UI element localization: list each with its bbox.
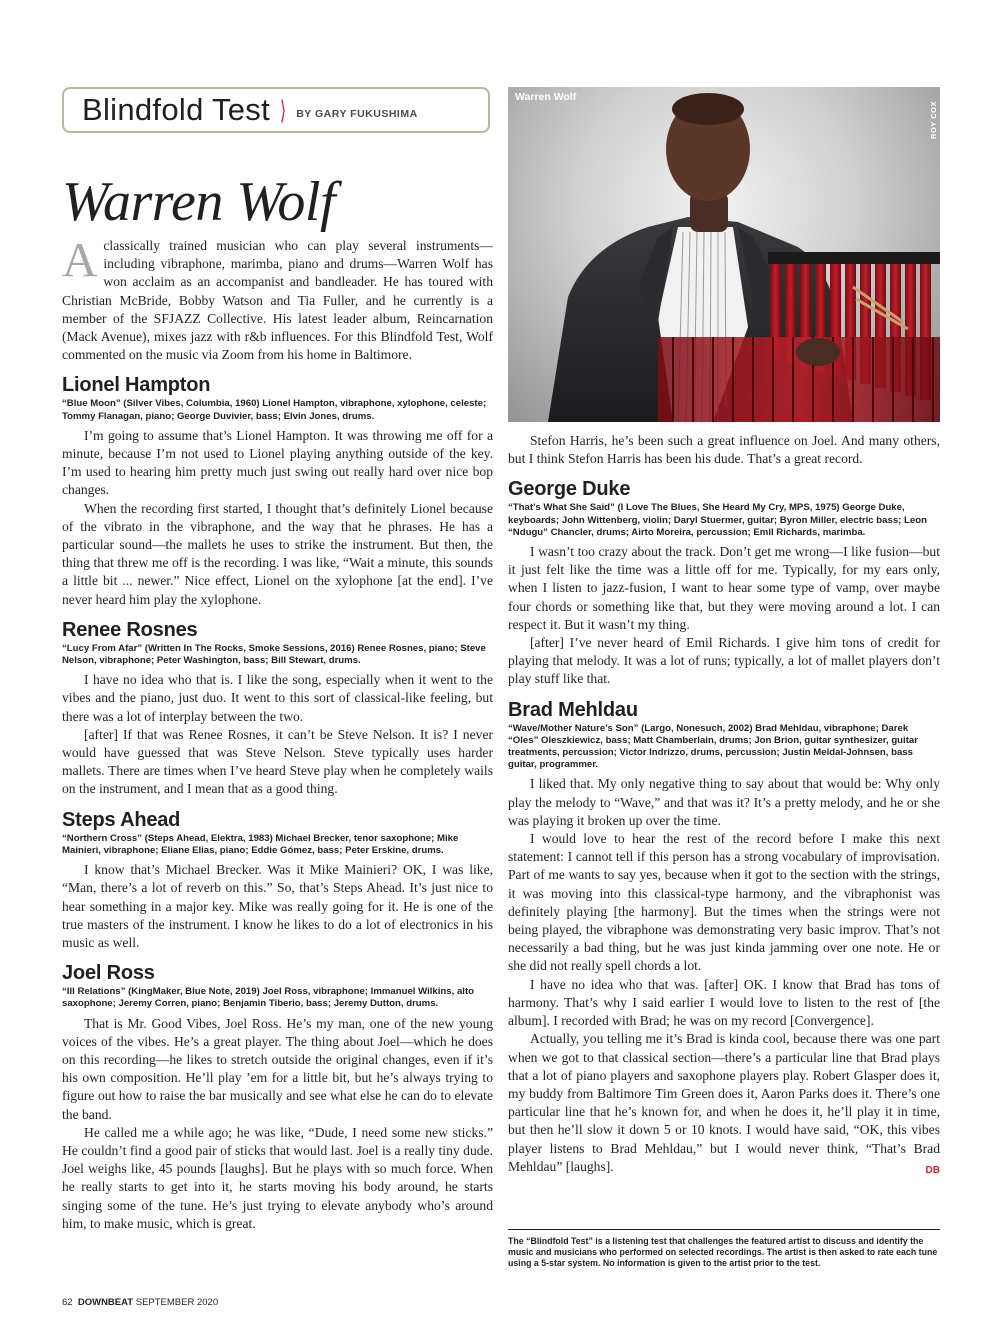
section-heading-rosnes: Renee Rosnes bbox=[62, 618, 198, 641]
end-mark: DB bbox=[925, 1164, 940, 1176]
paragraph: I know that’s Michael Brecker. Was it Mike Mainieri? OK, I was like, “Man, there’s a lot of reverb on this.” So, that’s Steps Ahead. It’s just nice to hear something in a major key. Mike was really going for it. He is one of the true masters of the instrument. I know he likes to do a lot of electronics in his music as well. bbox=[62, 862, 493, 950]
footnote: The “Blindfold Test” is a listening test that challenges the featured artist to discuss and identify the music and musicians who performed on selected recordings. The artist is then asked to rate each tune using a 5-star system. No information is given to the artist prior to the test. bbox=[508, 1229, 940, 1269]
paragraph: He called me a while ago; he was like, “Dude, I need some new sticks.” He couldn’t find a good pair of sticks that would last. Joel is a really tiny dude. Joel weighs like, 45 pounds [laughs]. But he plays with so much force. When he really starts to get into it, he starts moving his body around, he starts singing some of the tune. He’s just trying to elevate anybody who’s around him, to make music, which is great. bbox=[62, 1124, 493, 1231]
section-heading-hampton: Lionel Hampton bbox=[62, 374, 211, 397]
article-title: Warren Wolf bbox=[62, 171, 335, 233]
section-header bbox=[62, 87, 490, 133]
right-column bbox=[508, 432, 940, 1180]
track-credits-hampton: “Blue Moon” (Silver Vibes, Columbia, 1960) Lionel Hampton, vibraphone, xylophone, celeste; Tommy Flanagan, piano; George Duvivier, bass; Elvin Jones, drums. bbox=[62, 398, 487, 422]
section-heading-mehldau: Brad Mehldau bbox=[508, 698, 638, 721]
paragraph bbox=[508, 1030, 940, 1176]
photo-caption: Warren Wolf bbox=[515, 91, 577, 103]
page-number: 62 bbox=[62, 1297, 73, 1308]
photo-credit: ROY COX bbox=[929, 101, 938, 139]
paragraph: I have no idea who that was. [after] OK. I know that Brad has tons of harmony. That’s why I said earlier I would love to listen to the rest of [the album]. I recorded with Brad; he was on my record [Convergence]. bbox=[508, 976, 940, 1029]
paragraph-text: Actually, you telling me it’s Brad is kinda cool, because there was one part when we got to that classical section—there’s a particular line that Brad plays that a lot of piano players and saxophone players play. Robert Glasper does it, my buddy from Baltimore Tim Green does it, Aaron Parks does it. There’s one particular line that he’s known for, and when he does it, he’ll play it in time, but then he’ll slow it down 5 or 10 knots. I would have said, “OK, this vibes player listens to Brad Mehldau,” but I would never think, “That’s Brad Mehldau” [laughs]. bbox=[508, 1031, 940, 1174]
paragraph: I have no idea who that is. I like the song, especially when it went to the vibes and the piano, just duo. It went to this sort of classical-like feeling, but there was a lot of interplay between the two. bbox=[62, 672, 493, 724]
folio bbox=[62, 1297, 218, 1308]
issue-date: SEPTEMBER 2020 bbox=[135, 1297, 219, 1308]
intro-text: classically trained musician who can play several instruments—including vibraphone, marimba, piano and drums—Warren Wolf has won acclaim as an accompanist and bandleader. He has toured with Christian McBride, Bobby Watson and Tia Fuller, and he currently is a member of the SFJAZZ Collective. His latest leader album, Reincarnation (Mack Avenue), mixes jazz with r&b influences. For this Blindfold Test, Wolf commented on the music via Zoom from his home in Baltimore. bbox=[62, 238, 493, 363]
track-credits-ross: “Ill Relations” (KingMaker, Blue Note, 2019) Joel Ross, vibraphone; Immanuel Wilkins, alto saxophone; Jeremy Corren, piano; Benjamin Tiberio, bass; Jeremy Dutton, drums. bbox=[62, 986, 475, 1010]
byline: BY GARY FUKUSHIMA bbox=[296, 108, 418, 120]
left-column bbox=[62, 232, 493, 1233]
chevron-icon: ⟩ bbox=[280, 94, 287, 125]
paragraph: Stefon Harris, he’s been such a great influence on Joel. And many others, but I think Stefon Harris has been his dude. That’s a great record. bbox=[508, 433, 940, 467]
paragraph: [after] If that was Renee Rosnes, it can’t be Steve Nelson. It is? I never would have guessed that was Steve Nelson. Steve typically uses harder mallets. There are times when I’ve heard Steve play when he completely wails on the instrument, and I mean that as a good thing. bbox=[62, 726, 493, 797]
section-heading-duke: George Duke bbox=[508, 478, 631, 501]
paragraph: I wasn’t too crazy about the track. Don’t get me wrong—I like fusion—but it just felt like the time was a little off for me. Typically, for my ears only, when I listen to jazz-fusion, I want to hear some type of vamp, over maybe four chords or something like that, but they were moving around a lot. I can respect it. But it wasn’t my thing. bbox=[508, 544, 940, 632]
track-credits-steps: “Northern Cross” (Steps Ahead, Elektra, 1983) Michael Brecker, tenor saxophone; Mike Mainieri, vibraphone; Eliane Elias, piano; Eddie Gómez, bass; Peter Erskine, drums. bbox=[62, 832, 459, 856]
paragraph: I would love to hear the rest of the record before I make this next statement: I cannot tell if this person has a strong vocabulary of improvisation. Part of me wants to say yes, because when it got to the section with the strings, it was moving into this classical-type harmony, and the vibraphonist was definitely playing [the harmony]. But the times when the strings were not being played, the vibraphone was demonstrating very basic improv. That’s not necessarily a bad thing, but he was just kinda jamming over one note. He or she did not really spell chords a lot. bbox=[508, 831, 940, 974]
track-credits-duke: “That’s What She Said” (I Love The Blues, She Heard My Cry, MPS, 1975) George Duke, keyboards; John Wittenberg, violin; Daryl Stuermer, guitar; Byron Miller, electric bass; Leon “Ndugu” Chancler, drums; Airto Moreira, percussion; Emil Richards, marimba. bbox=[508, 502, 927, 538]
magazine-name: DOWNBEAT bbox=[77, 1297, 134, 1308]
section-heading-ross: Joel Ross bbox=[62, 962, 155, 985]
track-credits-mehldau: “Wave/Mother Nature’s Son” (Largo, Nonesuch, 2002) Brad Mehldau, vibraphone; Darek “Oles” Oleszkiewicz, bass; Matt Chamberlain, drums; Jon Brion, guitar synthesizer, guitar treatments, percussion; Victor Indrizzo, drums, percussion; Justin Meldal-Johnsen, bass guitar, programmer. bbox=[508, 722, 918, 771]
paragraph: That is Mr. Good Vibes, Joel Ross. He’s my man, one of the new young voices of the vibes. He’s a great player. The thing about Joel—which he does on this recording—he likes to stretch outside the original changes, even if it’s his own composition. He’ll play ’em for a little bit, but he’s always trying to figure out how to raise the bar musically and see what else he can do to elevate the band. bbox=[62, 1015, 493, 1122]
paragraph: When the recording first started, I thought that’s definitely Lionel because of the vibrato in the vibraphone, and the way that he phrases. He has a particular sound—the mallets he uses to strike the instrument. But then, the thing that threw me off is the recording. I was like, “Wait a minute, this sounds a little bit ... newer.” Nice effect, Lionel on the xylophone [at the end]. I’ve never heard him play the xylophone. bbox=[62, 500, 493, 607]
photo-illustration bbox=[508, 87, 940, 422]
artist-photo bbox=[508, 87, 940, 422]
paragraph: [after] I’ve never heard of Emil Richards. I give him tons of credit for playing that melody. It was a lot of runs; typically, a lot of mallet players don’t play stuff like that. bbox=[508, 635, 940, 687]
section-title: Blindfold Test bbox=[82, 92, 271, 127]
paragraph: I’m going to assume that’s Lionel Hampton. It was throwing me off for a minute, because I’m not used to Lionel playing anything outside of the key. I’m used to hearing him pretty much just swing out really hard over nice bop changes. bbox=[62, 427, 493, 498]
section-heading-steps: Steps Ahead bbox=[62, 808, 181, 831]
track-credits-rosnes: “Lucy From Afar” (Written In The Rocks, Smoke Sessions, 2016) Renee Rosnes, piano; Steve Nelson, vibraphone; Peter Washington, bass; Bill Stewart, drums. bbox=[62, 642, 486, 667]
drop-cap: A bbox=[62, 232, 98, 287]
paragraph: I liked that. My only negative thing to say about that would be: Why only play the melody to “Wave,” and that was it? It’s a pretty melody, and he or she was playing it broken up over the time. bbox=[508, 776, 940, 828]
intro-paragraph bbox=[62, 232, 493, 364]
